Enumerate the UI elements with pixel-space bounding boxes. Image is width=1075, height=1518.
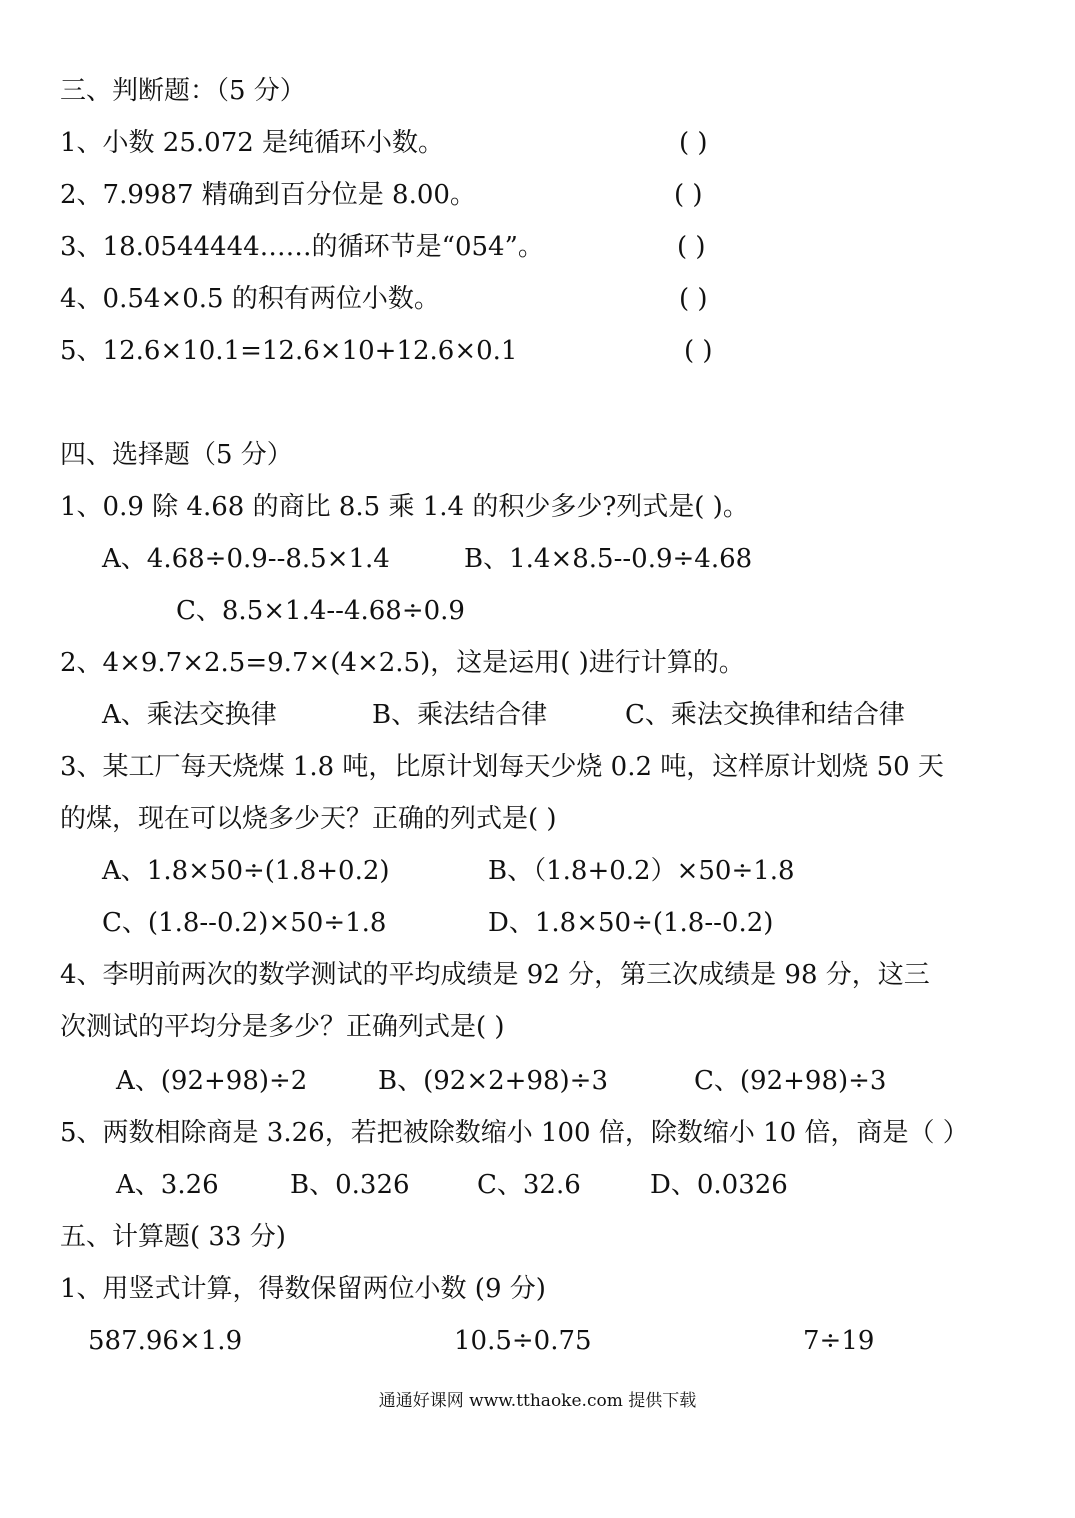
judge-item-5: 5、12.6×10.1=12.6×10+12.6×0.1: [60, 336, 518, 366]
choice-q3-option-a: A、1.8×50÷(1.8+0.2): [102, 856, 390, 886]
choice-q3-option-b: B、（1.8+0.2）×50÷1.8: [488, 856, 795, 886]
judge-item-1: 1、小数 25.072 是纯循环小数。: [60, 128, 445, 158]
choice-q2-option-c: C、乘法交换律和结合律: [625, 700, 905, 730]
choice-q2-option-b: B、乘法结合律: [372, 700, 548, 730]
section-4-heading: 四、选择题（5 分）: [60, 440, 293, 470]
choice-q3-option-c: C、(1.8--0.2)×50÷1.8: [102, 908, 387, 938]
answer-blank: ( ): [679, 284, 708, 314]
choice-q2-option-a: A、乘法交换律: [102, 700, 277, 730]
answer-blank: ( ): [674, 180, 703, 210]
choice-q3-stem-line-2: 的煤，现在可以烧多少天？正确的列式是( ): [60, 804, 557, 834]
choice-q3-option-d: D、1.8×50÷(1.8--0.2): [488, 908, 774, 938]
calc-problem-2: 10.5÷0.75: [454, 1326, 592, 1356]
answer-blank: ( ): [679, 128, 708, 158]
answer-blank: ( ): [684, 336, 713, 366]
answer-blank: ( ): [677, 232, 706, 262]
choice-q1-option-c: C、8.5×1.4--4.68÷0.9: [176, 596, 465, 626]
calc-q1-stem: 1、用竖式计算，得数保留两位小数 (9 分): [60, 1274, 546, 1304]
calc-problem-1: 587.96×1.9: [88, 1326, 243, 1356]
choice-q4-stem-line-2: 次测试的平均分是多少？正确列式是( ): [60, 1012, 505, 1042]
judge-item-3: 3、18.0544444……的循环节是“054”。: [60, 232, 544, 262]
choice-q4-option-a: A、(92+98)÷2: [116, 1066, 308, 1096]
choice-q1-option-b: B、1.4×8.5--0.9÷4.68: [464, 544, 753, 574]
choice-q5-option-b: B、0.326: [290, 1170, 410, 1200]
choice-q3-stem-line-1: 3、某工厂每天烧煤 1.8 吨，比原计划每天少烧 0.2 吨，这样原计划烧 50 天: [60, 752, 944, 782]
choice-q4-option-b: B、(92×2+98)÷3: [378, 1066, 609, 1096]
choice-q4-stem-line-1: 4、李明前两次的数学测试的平均成绩是 92 分，第三次成绩是 98 分，这三: [60, 960, 930, 990]
section-3-heading: 三、判断题：（5 分）: [60, 76, 306, 106]
choice-q5-option-c: C、32.6: [477, 1170, 581, 1200]
choice-q4-option-c: C、(92+98)÷3: [694, 1066, 887, 1096]
judge-item-4: 4、0.54×0.5 的积有两位小数。: [60, 284, 440, 314]
choice-q2-stem: 2、4×9.7×2.5=9.7×(4×2.5)，这是运用( )进行计算的。: [60, 648, 745, 678]
choice-q1-stem: 1、0.9 除 4.68 的商比 8.5 乘 1.4 的积少多少?列式是( )。: [60, 492, 749, 522]
section-5-heading: 五、计算题( 33 分): [60, 1222, 286, 1252]
page-footer: 通通好课网 www.tthaoke.com 提供下载: [378, 1391, 697, 1411]
judge-item-2: 2、7.9987 精确到百分位是 8.00。: [60, 180, 476, 210]
choice-q5-option-d: D、0.0326: [650, 1170, 788, 1200]
choice-q5-option-a: A、3.26: [116, 1170, 219, 1200]
choice-q1-option-a: A、4.68÷0.9--8.5×1.4: [102, 544, 390, 574]
calc-problem-3: 7÷19: [803, 1326, 875, 1356]
choice-q5-stem: 5、两数相除商是 3.26，若把被除数缩小 100 倍，除数缩小 10 倍，商是（ ）: [60, 1118, 969, 1148]
